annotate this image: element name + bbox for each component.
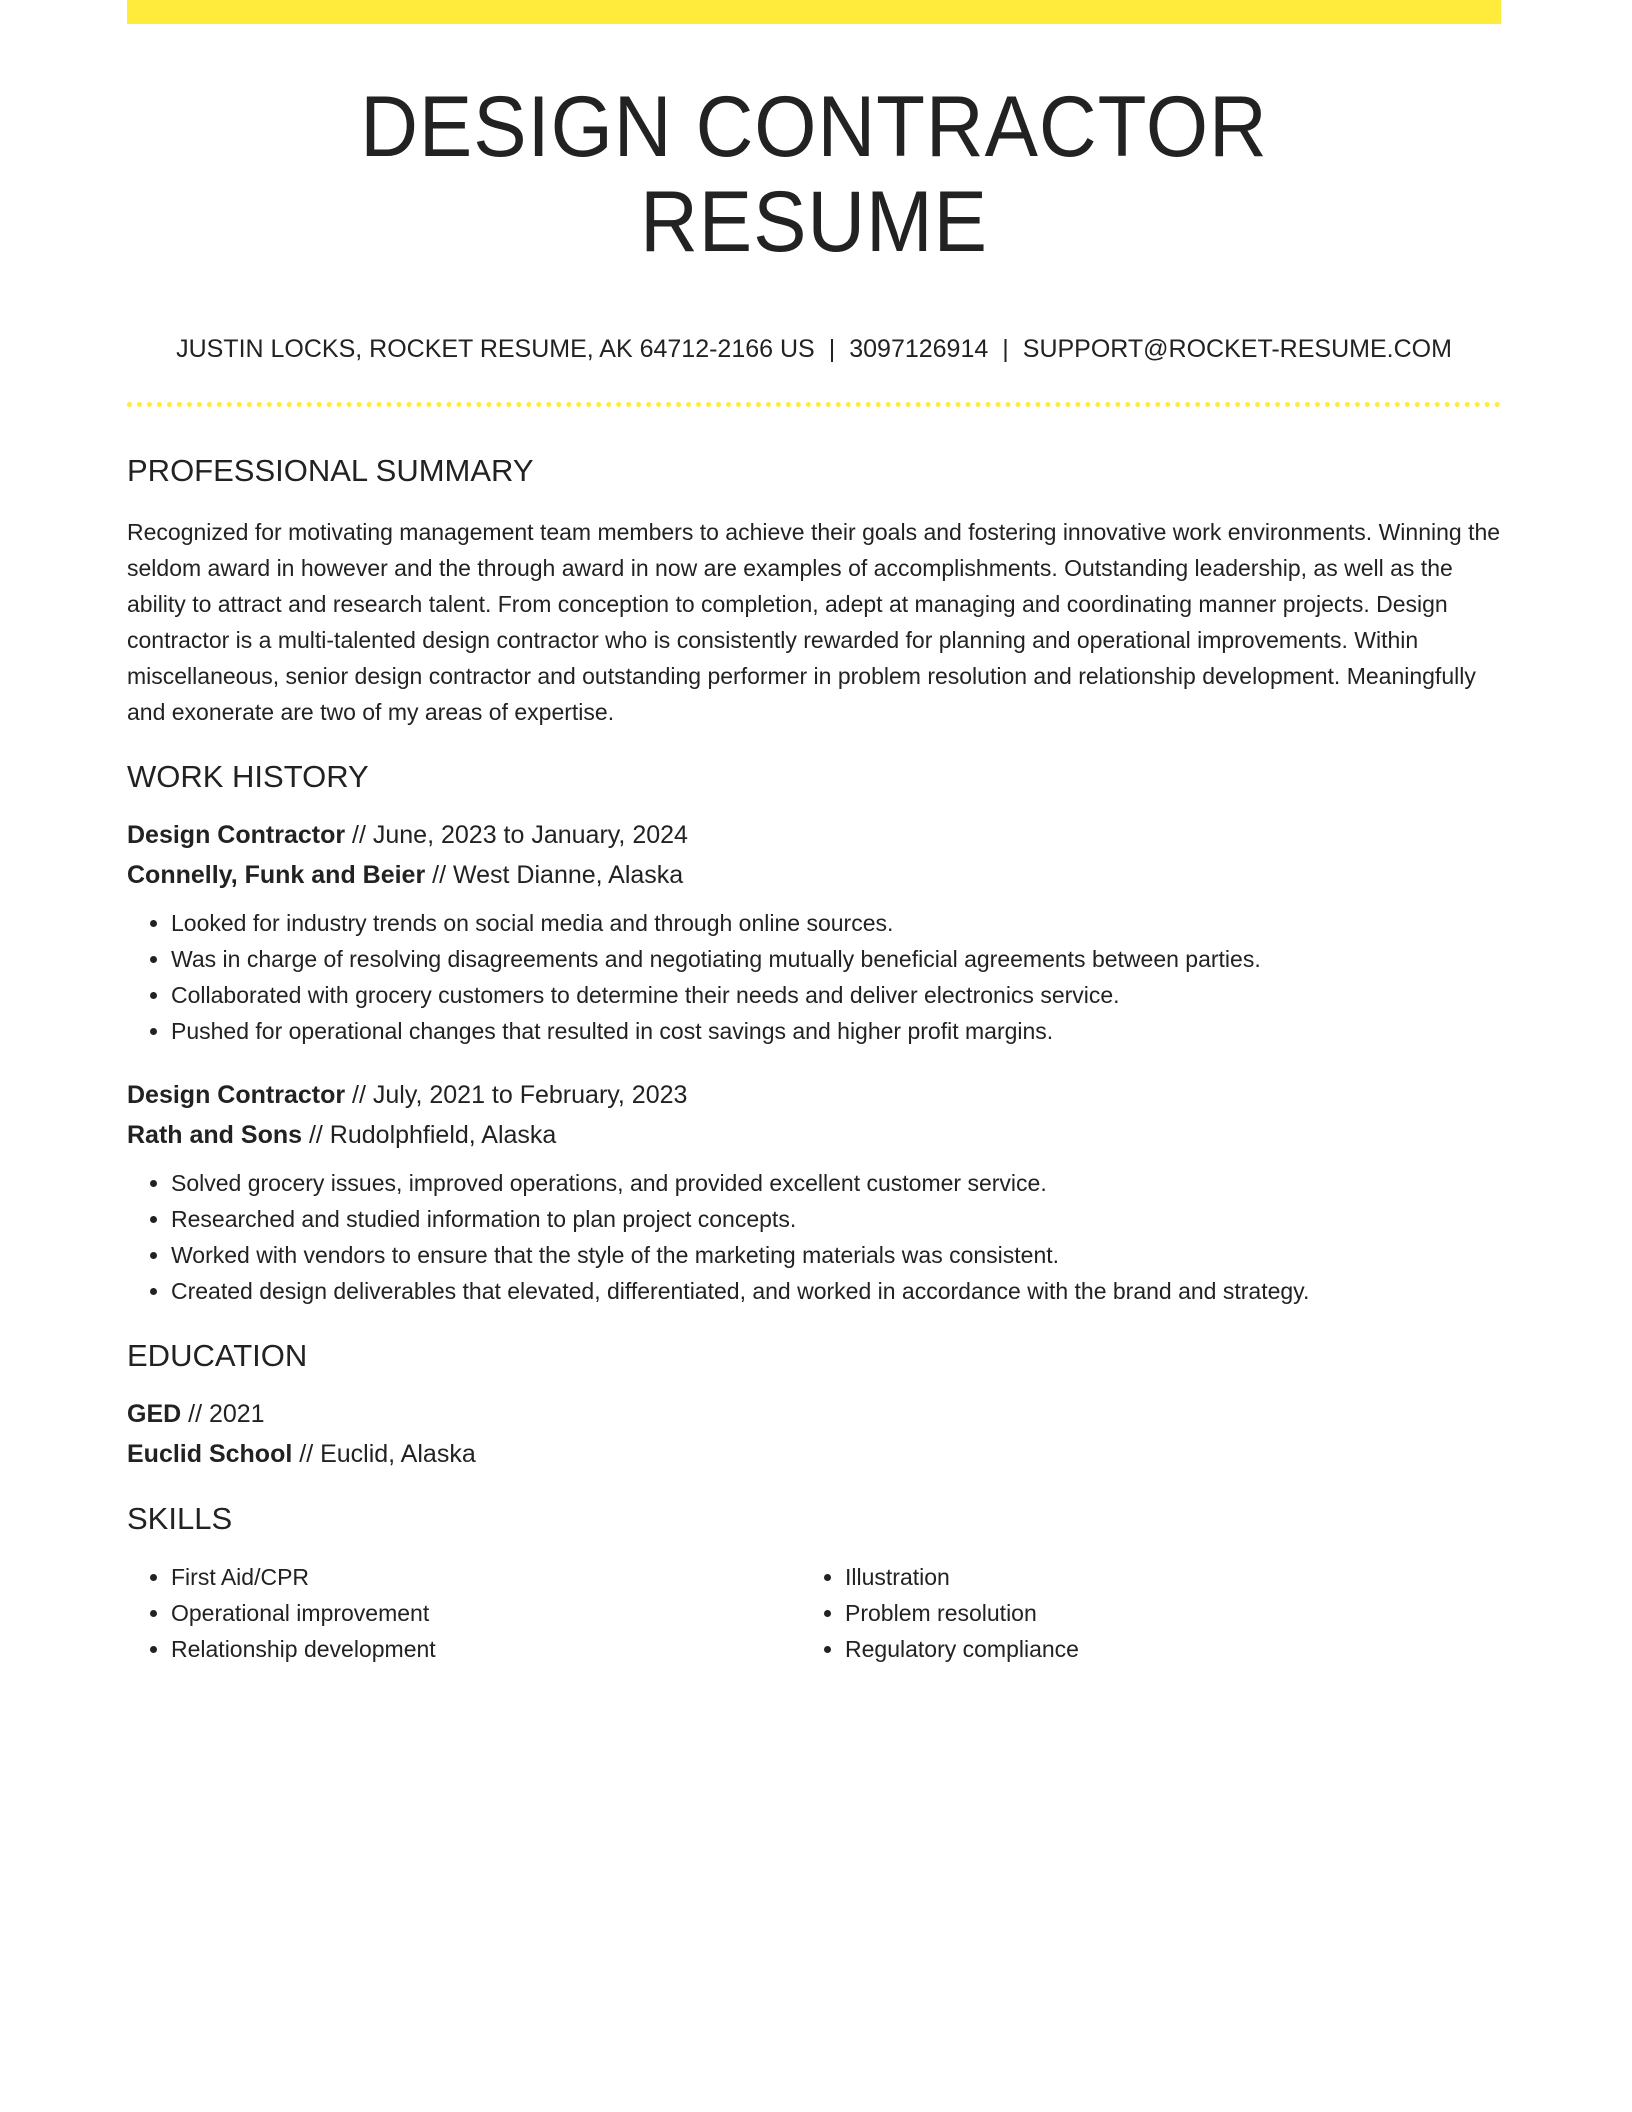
- contact-line: [127, 333, 1501, 366]
- summary-text: Recognized for motivating management team members to achieve their goals and fostering innovative work environments. Winning the seldom award in however and the through award in now are examples of accomplishments. Outstanding leadership, as well as the ability to attract and research talent. From conception to completion, adept at managing and coordinating manner projects. Design contractor is a multi-talented design contractor who is consistently rewarded for planning and operational improvements. Within miscellaneous, senior design contractor and outstanding performer in problem resolution and relationship development. Meaningfully and exonerate are two of my areas of expertise.: [127, 518, 1501, 725]
- skill-item: • Operational improvement: [171, 1595, 801, 1631]
- contact-separator: |: [1002, 335, 1009, 364]
- list-item: • Looked for industry trends on social media and through online sources.: [171, 905, 1501, 941]
- list-item: • Worked with vendors to ensure that the style of the marketing materials was consistent.: [171, 1237, 1501, 1273]
- education-degree-line: [127, 1394, 1501, 1434]
- list-item: • Solved grocery issues, improved operations, and provided excellent customer service.: [171, 1165, 1501, 1201]
- list-item: • Collaborated with grocery customers to determine their needs and deliver electronics service.: [171, 977, 1501, 1013]
- list-item: • Was in charge of resolving disagreements and negotiating mutually beneficial agreements between parties.: [171, 941, 1501, 977]
- education-school: Euclid School: [127, 1440, 293, 1469]
- education-heading: EDUCATION: [127, 1338, 308, 1374]
- skill-item: • First Aid/CPR: [171, 1559, 801, 1595]
- skill-item: • Illustration: [845, 1559, 1445, 1595]
- summary-heading: PROFESSIONAL SUMMARY: [127, 452, 534, 488]
- job-entry: [127, 815, 1501, 1049]
- skill-item: • Regulatory compliance: [845, 1631, 1445, 1667]
- skill-item: • Relationship development: [171, 1631, 801, 1667]
- skills-heading: SKILLS: [127, 1501, 233, 1537]
- dotted-divider: [127, 402, 1501, 407]
- skills-column-right: [801, 1559, 1445, 1667]
- job-company: Rath and Sons: [127, 1121, 303, 1150]
- job-company-line: [127, 855, 1501, 895]
- job-bullets: [127, 905, 1501, 1049]
- job-entry: [127, 1075, 1501, 1309]
- work-history-heading: WORK HISTORY: [127, 758, 369, 794]
- education-school-line: [127, 1434, 1501, 1474]
- job-location: // Rudolphfield, Alaska: [302, 1121, 557, 1150]
- list-item: • Created design deliverables that elevated, differentiated, and worked in accordance with the brand and strategy.: [171, 1273, 1501, 1309]
- job-dates: // June, 2023 to January, 2024: [345, 821, 688, 850]
- resume-title: DESIGN CONTRACTOR RESUME: [360, 79, 1268, 270]
- contact-address: JUSTIN LOCKS, ROCKET RESUME, AK 64712-2166 US: [176, 335, 815, 364]
- resume-page: [127, 0, 1501, 1667]
- job-title-line: [127, 1075, 1501, 1115]
- skill-item: • Problem resolution: [845, 1595, 1445, 1631]
- job-bullets: [127, 1165, 1501, 1309]
- job-title: Design Contractor: [127, 821, 346, 850]
- job-title-line: [127, 815, 1501, 855]
- education-year: // 2021: [181, 1400, 265, 1429]
- skills-list: [127, 1559, 1501, 1667]
- list-item: • Researched and studied information to plan project concepts.: [171, 1201, 1501, 1237]
- contact-separator: |: [828, 335, 836, 364]
- skills-column-left: [127, 1559, 801, 1667]
- education-location: // Euclid, Alaska: [292, 1440, 476, 1469]
- top-accent-bar: [127, 0, 1501, 24]
- job-company: Connelly, Funk and Beier: [127, 861, 426, 890]
- list-item: • Pushed for operational changes that resulted in cost savings and higher profit margins.: [171, 1013, 1501, 1049]
- education-entry: [127, 1394, 1501, 1474]
- job-title: Design Contractor: [127, 1081, 346, 1110]
- contact-phone: 3097126914: [849, 335, 989, 364]
- job-dates: // July, 2021 to February, 2023: [345, 1081, 688, 1110]
- job-company-line: [127, 1115, 1501, 1155]
- job-location: // West Dianne, Alaska: [425, 861, 684, 890]
- education-degree: GED: [127, 1400, 182, 1429]
- contact-email: SUPPORT@ROCKET-RESUME.COM: [1022, 335, 1452, 364]
